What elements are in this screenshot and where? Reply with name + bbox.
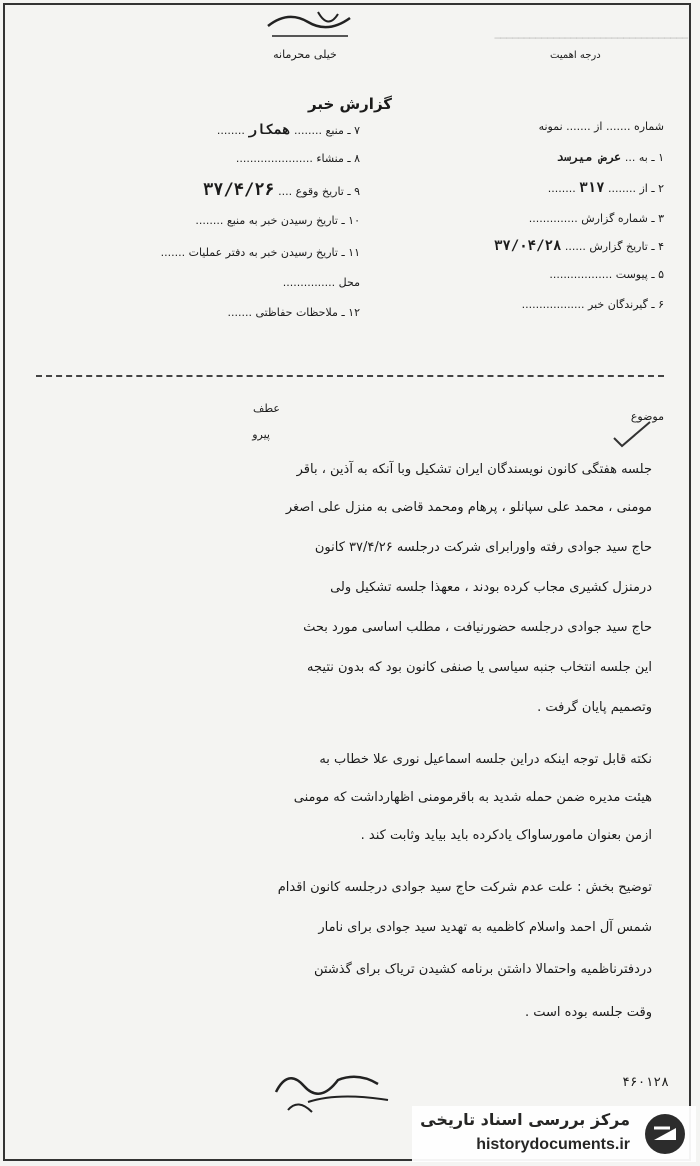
field-source: ۷ ـ منبع ........ همکار ........	[216, 122, 360, 138]
field-recipients: ۶ ـ گیرندگان خبر ..................	[521, 298, 664, 311]
watermark	[412, 1106, 696, 1162]
body-line: نکته قابل توجه اینکه دراین جلسه اسماعیل نوری علا خطاب به	[319, 752, 652, 767]
subject-label: موضوع	[630, 410, 664, 423]
field-office-received-date: ۱۱ ـ تاریخ رسیدن خبر به دفتر عملیات .......	[160, 246, 360, 259]
body-line: این جلسه انتخاب جنبه سیاسی یا صنفی کانون بود که بدون نتیجه	[307, 660, 652, 675]
body-line: هیئت مدیره ضمن حمله شدید به باقرمومنی اظهارداشت که مومنی	[293, 790, 652, 805]
field-occurrence-date: ۹ ـ تاریخ وقوع .... ۳۷/۴/۲۶	[203, 180, 360, 200]
field-source-received-date: ۱۰ ـ تاریخ رسیدن خبر به منبع ........	[195, 214, 360, 227]
importance-label: درجه اهمیت	[550, 50, 601, 61]
field-number: شماره ....... از ....... نمونه	[538, 120, 664, 133]
watermark-url: historydocuments.ir	[476, 1136, 630, 1153]
field-report-number: ۳ ـ شماره گزارش ..............	[528, 212, 664, 225]
field-to: ۱ ـ به ... عرض میرسد	[556, 150, 664, 164]
body-line: دردفترناظمیه واحتمالا داشتن برنامه کشیدن تریاک برای گذشتن	[314, 962, 652, 977]
field-place: محل ...............	[282, 276, 360, 289]
check-mark-icon	[612, 420, 652, 450]
bleed-through-text: ـــــــــــــــــــــــــــــــــ	[494, 20, 688, 44]
watermark-title: مرکز بررسی اسناد تاریخی	[420, 1110, 630, 1129]
body-line: وتصمیم پایان گرفت .	[537, 700, 652, 715]
signature-stamp-icon	[268, 1062, 418, 1122]
body-line: شمس آل احمد واسلام کاظمیه به تهدید سید جوادی برای نامار	[318, 920, 652, 935]
body-line: توضیح بخش : علت عدم شرکت حاج سید جوادی درجلسه کانون اقدام	[277, 880, 652, 895]
body-line: ازمن بعنوان مامورساواک یادکرده باید بیاید وثابت کند .	[360, 828, 652, 843]
followup-label: پیرو	[252, 428, 270, 441]
classification-stamp-icon	[258, 4, 358, 44]
field-from: ۲ ـ از ........ ۳۱۷ ........	[547, 180, 664, 196]
field-attachment: ۵ ـ پیوست ..................	[549, 268, 664, 281]
page-title: گزارش خبر	[307, 95, 393, 113]
classification-label: خیلی محرمانه	[273, 48, 337, 61]
section-divider	[36, 375, 664, 377]
field-security-notes: ۱۲ ـ ملاحظات حفاظتی .......	[227, 306, 360, 319]
body-line: حاج سید جوادی رفته واورابرای شرکت درجلسه ۳۷/۴/۲۶ کانون	[314, 540, 652, 555]
reference-label: عطف	[253, 402, 280, 415]
archive-logo-icon	[640, 1110, 690, 1158]
document-number: ۴۶۰۱۲۸	[622, 1075, 669, 1090]
body-line: مومنی ، محمد علی سپانلو ، پرهام ومحمد قاضی به منزل علی اصغر	[285, 500, 652, 515]
body-line: حاج سید جوادی درجلسه حضورنیافت ، مطلب اساسی مورد بحث	[303, 620, 652, 635]
body-line: جلسه هفتگی کانون نویسندگان ایران تشکیل وبا آنکه به آذین ، باقر	[296, 462, 652, 477]
body-line: درمنزل کشیری مجاب کرده بودند ، معهذا جلسه تشکیل ولی	[330, 580, 652, 595]
field-origin: ۸ ـ منشاء ......................	[235, 152, 360, 165]
body-line: وقت جلسه بوده است .	[524, 1005, 652, 1020]
field-report-date: ۴ ـ تاریخ گزارش ...... ۳۷/۰۴/۲۸	[493, 238, 664, 254]
